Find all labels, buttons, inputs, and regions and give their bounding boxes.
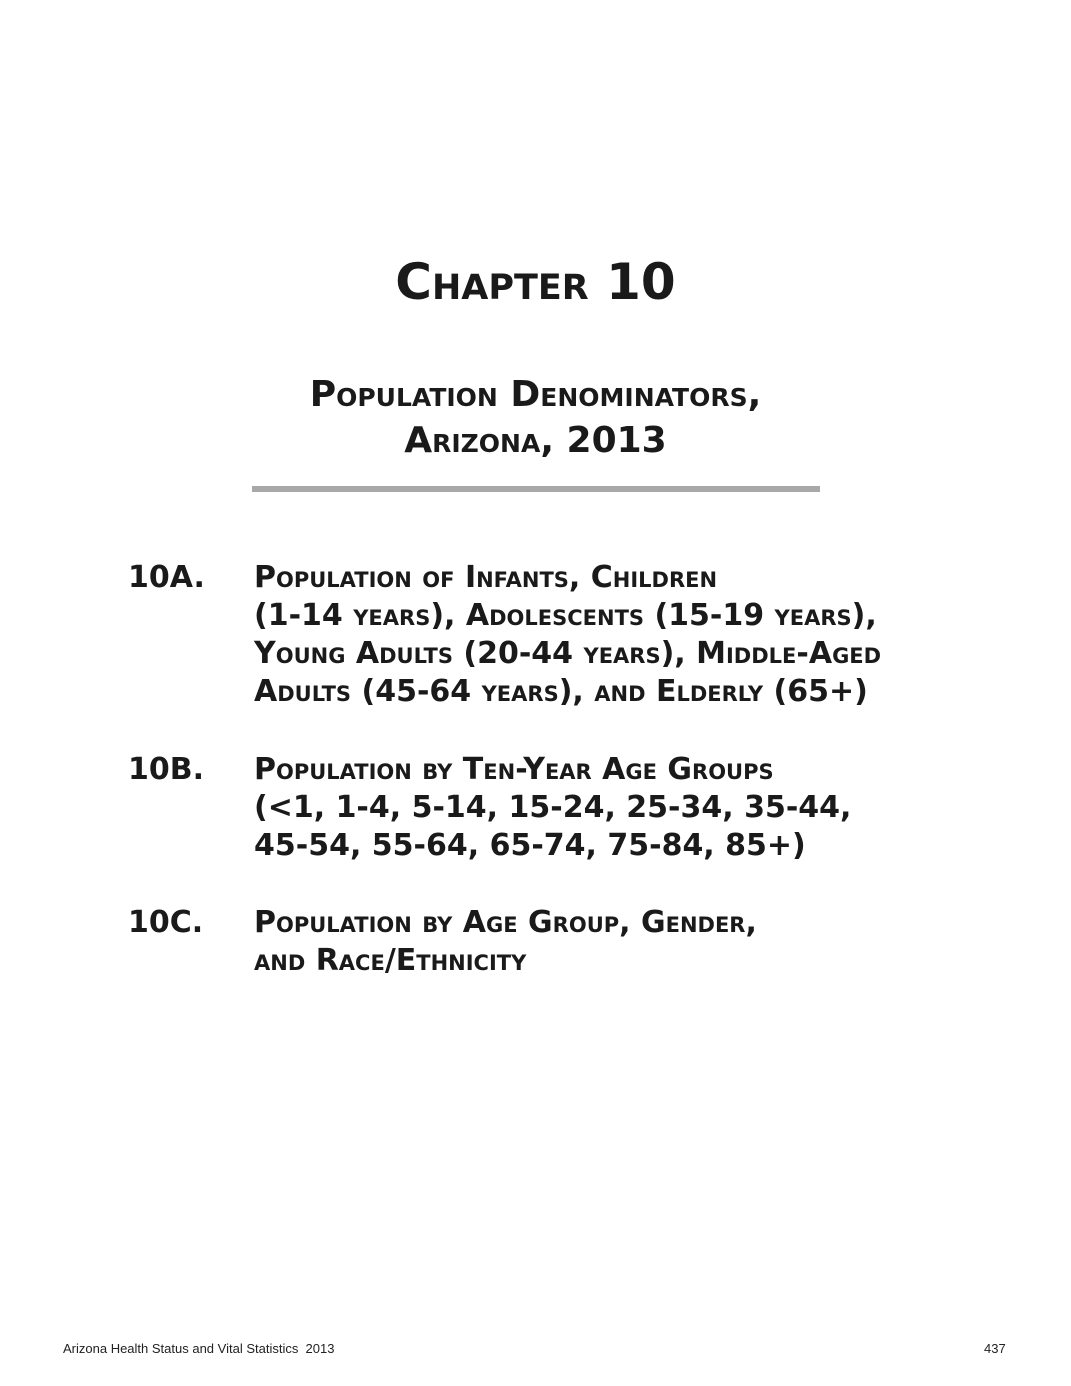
section-title-line: Adults (45-64 years), and Elderly (65+) [254,674,868,709]
section-number: 10C. [128,905,204,940]
footer-page-number: 437 [984,1341,1006,1356]
section-number: 10A. [128,560,205,595]
footer-publication-title: Arizona Health Status and Vital Statistics 2013 [63,1341,335,1356]
section-title-line: Young Adults (20-44 years), Middle-Aged [254,636,882,671]
subtitle-line: Arizona, 2013 [404,420,667,461]
section-title [254,751,851,865]
section-title-line: 45-54, 55-64, 65-74, 75-84, 85+) [254,828,806,863]
section-title-line: (<1, 1-4, 5-14, 15-24, 25-34, 35-44, [254,790,852,825]
section-title-line: and Race/Ethnicity [254,943,527,978]
chapter-title: Chapter 10 [395,253,676,311]
subtitle-line: Population Denominators, [309,374,762,415]
section-title-line: Population by Ten-Year Age Groups [254,752,774,787]
section-title-line: Population of Infants, Children [254,560,718,595]
section-number: 10B. [128,752,205,787]
chapter-subtitle [0,372,1071,464]
section-title [254,559,881,711]
section-title-line: Population by Age Group, Gender, [254,905,757,940]
section-title [254,904,757,980]
title-divider [252,486,820,492]
section-title-line: (1-14 years), Adolescents (15-19 years), [254,598,877,633]
